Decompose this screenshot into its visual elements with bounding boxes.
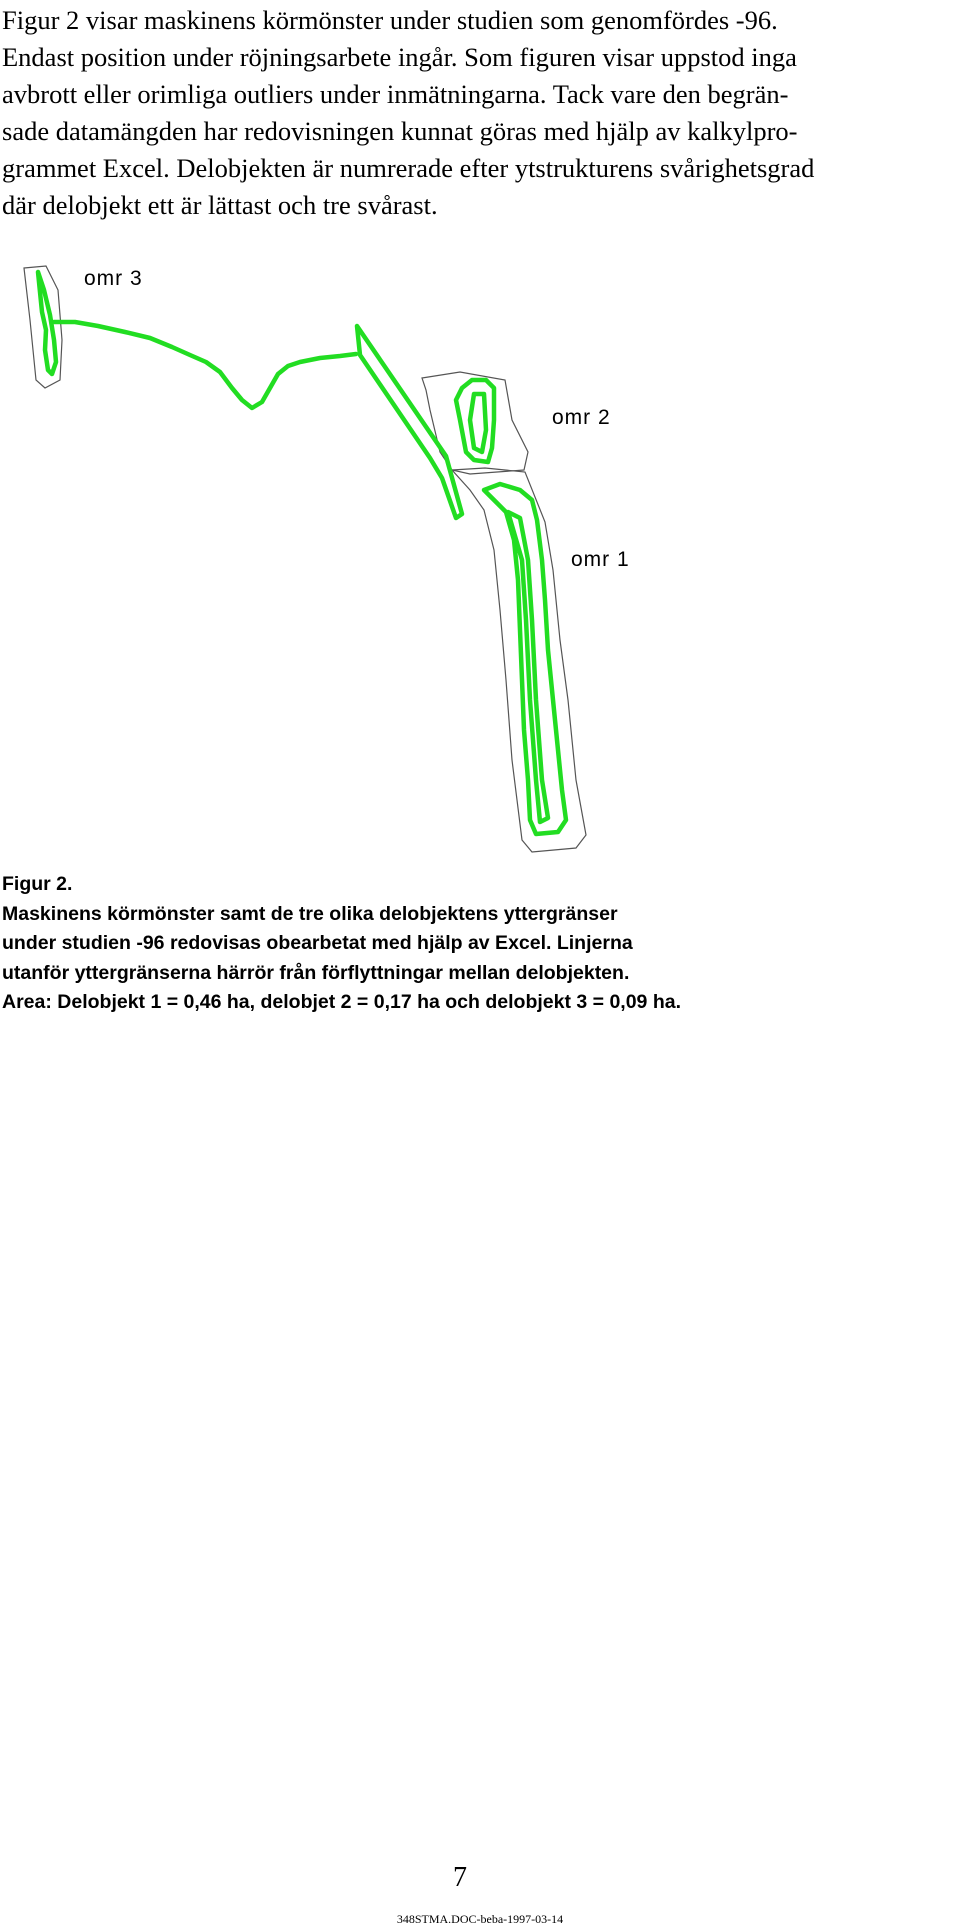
track-transfer bbox=[54, 322, 356, 408]
label-area-2: omr 2 bbox=[552, 406, 611, 429]
page-number: 7 bbox=[453, 1862, 467, 1893]
track-map bbox=[0, 250, 960, 870]
label-area-1: omr 1 bbox=[571, 548, 630, 571]
body-line: Endast position under röjningsarbete ingår. Som figuren visar uppstod inga bbox=[2, 42, 797, 72]
caption-line: Figur 2. bbox=[2, 873, 73, 895]
label-area-3: omr 3 bbox=[84, 267, 143, 290]
caption-line: utanför yttergränserna härrör från förflyttningar mellan delobjekten. bbox=[2, 961, 630, 984]
track-connector bbox=[357, 326, 462, 518]
body-paragraph bbox=[2, 2, 958, 224]
machine-track bbox=[38, 272, 566, 834]
machine-track-figure bbox=[0, 250, 960, 870]
area-boundaries bbox=[24, 266, 586, 852]
caption-line: under studien -96 redovisas obearbetat med hjälp av Excel. Linjerna bbox=[2, 932, 633, 954]
caption-line: Area: Delobjekt 1 = 0,46 ha, delobjet 2 = 0,17 ha och delobjekt 3 = 0,09 ha. bbox=[2, 991, 681, 1013]
caption-line: Maskinens körmönster samt de tre olika delobjektens yttergränser bbox=[2, 902, 618, 925]
figure-caption bbox=[2, 870, 958, 1018]
body-line: avbrott eller orimliga outliers under inmätningarna. Tack vare den begrän- bbox=[2, 79, 789, 109]
body-line: grammet Excel. Delobjekten är numrerade efter ytstrukturens svårighetsgrad bbox=[2, 153, 815, 183]
body-line: sade datamängden har redovisningen kunnat göras med hjälp av kalkylpro- bbox=[2, 116, 798, 146]
body-line: där delobjekt ett är lättast och tre svårast. bbox=[2, 190, 438, 220]
body-line: Figur 2 visar maskinens körmönster under studien som genomfördes -96. bbox=[2, 5, 778, 35]
track-area-2-inner bbox=[470, 394, 486, 452]
document-footer: 348STMA.DOC-beba-1997-03-14 bbox=[396, 1912, 564, 1926]
